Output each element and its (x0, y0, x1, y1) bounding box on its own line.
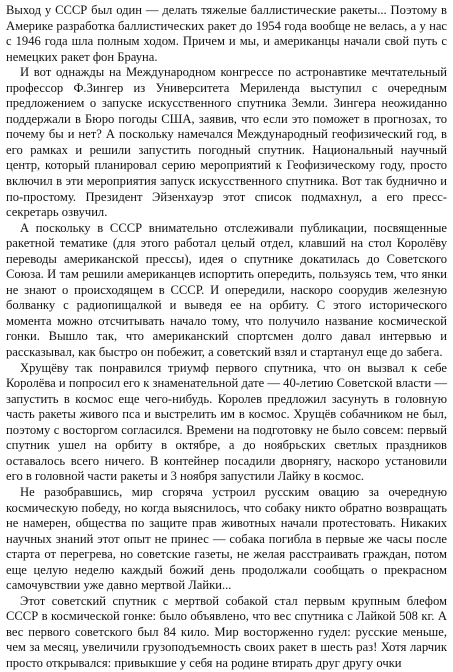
article-body (6, 3, 447, 672)
paragraph-4: Хрущёву так понравился триумф первого спутника, что он вызвал к себе Королёва и попросил его к знаменательной дате — 40-летию Советской власти — запустить в космос еще чего-нибудь. Королев предложил засунуть в головную часть ракеты живого пса и выстрелить им в космос. Хрущёв собачником не был, поэтому с восторгом согласился. Времени на подготовку не было совсем: первый спутник ушел на орбиту в октябре, а до ноябрьских светлых праздников оставалось всего ничего. В контейнер посадили дворнягу, наскоро установили его в головной части ракеты и 3 ноября запустили Лайку в космос. (6, 360, 447, 484)
paragraph-5: Не разобравшись, мир сгоряча устроил русским овацию за очередную космическую победу, но когда выяснилось, что собаку никто обратно возвращать не намерен, общества по защите прав животных начали протестовать. Никаких научных знаний этот опыт не принес — собака погибла в первые же часы после старта от перегрева, но советские газеты, не желая расстраивать граждан, потом еще целую неделю каждый божий день продолжали сообщать о прекрасном самочувствии уже давно мертвой Лайки... (6, 484, 447, 593)
paragraph-1: Выход у СССР был один — делать тяжелые баллистические ракеты... Поэтому в Америке разработка баллистических ракет до 1954 года вообще не велась, а у нас с 1946 года шла полным ходом. Причем и мы, и американцы начали свой путь с немецких ракет фон Брауна. (6, 3, 447, 64)
paragraph-6: Этот советский спутник с мертвой собакой стал первым крупным блефом СССР в космической гонке: было объявлено, что вес спутника с Лайкой 508 кг. А вес первого советского был 84 кило. Мир восторженно гудел: русские меньше, чем за месяц, увеличили грузоподъемность своих ракет в шесть раз! Хотя ларчик просто открывался: привыкшие у себя на родине втирать друг другу очки (6, 593, 447, 670)
paragraph-2: И вот однажды на Международном конгрессе по астронавтике мечтательный профессор Ф.Зингер из Университета Мериленда выступил с очередным предложением о запуске искусственного спутника Земли. Зингера неожиданно поддержали в Бюро погоды США, заявив, что если это поможет в прогнозах, то почему бы и нет? А поскольку намечался Международный геофизический год, в его рамках и решили запустить погодный спутник. Национальный научный центр, который планировал серию мероприятий к Геофизическому году, просто включил в эти мероприятия запуск искусственного спутника. Вот так буднично и по-простому. Президент Эйзенхауэр этот список подмахнул, а его пресс-секретарь озвучил. (6, 65, 447, 220)
paragraph-3: А поскольку в СССР внимательно отслеживали публикации, посвященные ракетной тематике (для этого работал целый отдел, клавший на стол Королёву переводы американской прессы), идея о спутнике докатилась до Советского Союза. И там решили американцев испортить опередить, пользуясь тем, что янки не знают о происходящем в СССР. И опередили, наскоро соорудив железную болванку с радиопищалкой и выведя ее на орбиту. С этого исторического момента можно отсчитывать начало тому, что получило название космической гонки. Вышло так, что американский спортсмен долго давал интервью и рассказывал, как быстро он побежит, а советский взял и стартанул еще до забега. (6, 220, 447, 360)
